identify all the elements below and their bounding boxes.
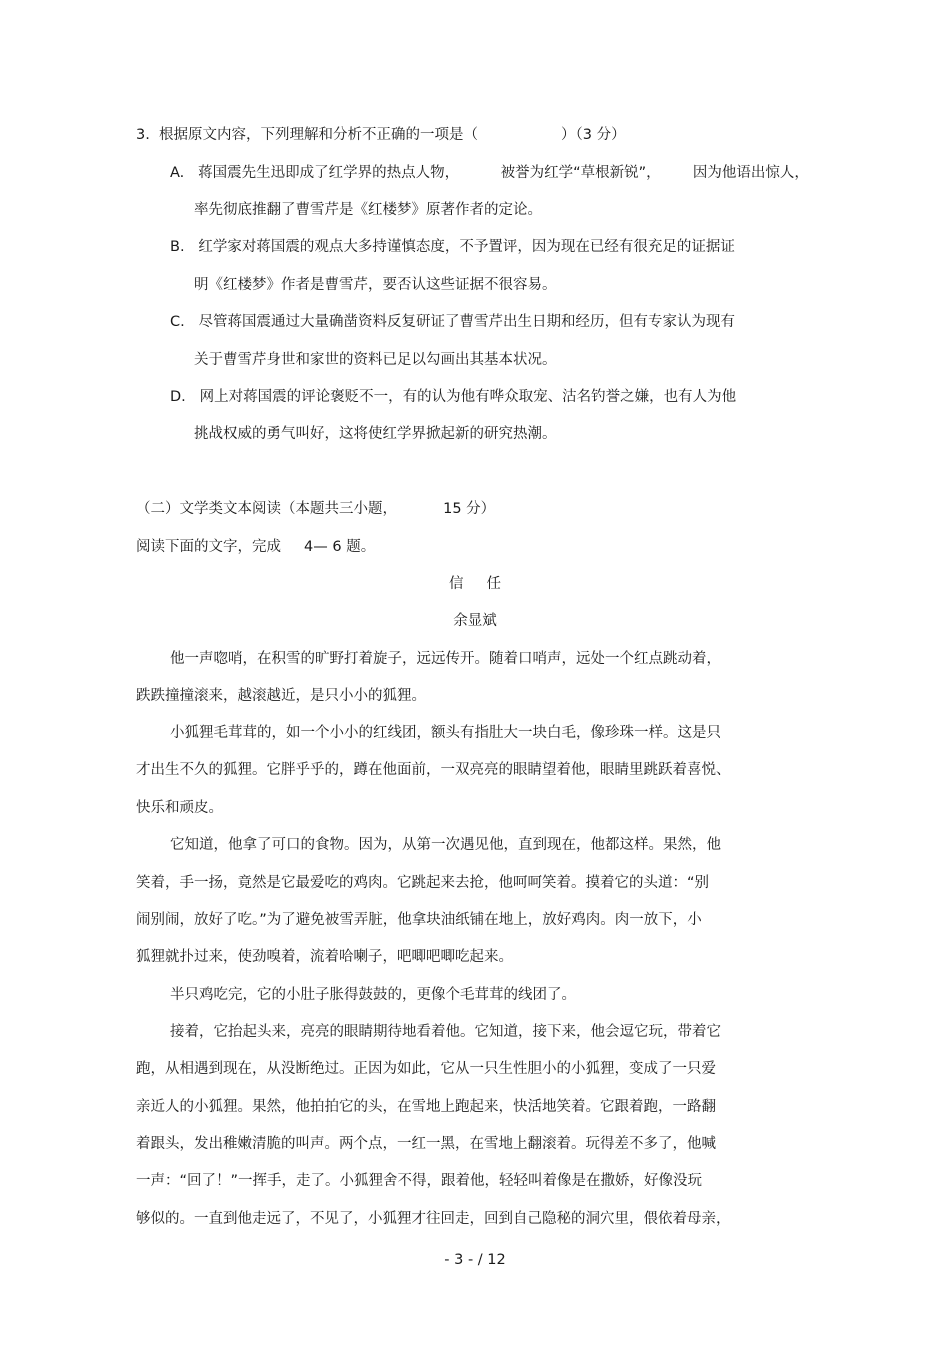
section-instruction: 阅读下面的文字，完成 4— 6 题。 [136, 539, 376, 555]
story-line: 够似的。一直到他走远了，不见了，小狐狸才往回走，回到自己隐秘的洞穴里，偎依着母亲， [136, 1211, 731, 1227]
option-a-line-1: A. 蒋国震先生迅即成了红学界的热点人物， 被誉为红学“草根新锐”， 因为他语出惊人， [170, 165, 809, 181]
story-line: 接着，它抬起头来，亮亮的眼睛期待地看着他。它知道，接下来，他会逗它玩，带着它 [170, 1024, 721, 1040]
story-line: 它知道，他拿了可口的食物。因为，从第一次遇见他，直到现在，他都这样。果然，他 [170, 837, 721, 853]
option-d-line-2: 挑战权威的勇气叫好，这将使红学界掀起新的研究热潮。 [194, 426, 557, 442]
story-author: 余显斌 [453, 613, 497, 629]
story-line: 闹别闹，放好了吃。”为了避免被雪弄脏，他拿块油纸铺在地上，放好鸡肉。肉一放下，小 [136, 912, 702, 928]
story-line: 跑，从相遇到现在，从没断绝过。正因为如此，它从一只生性胆小的小狐狸，变成了一只爱 [136, 1061, 716, 1077]
option-a-line-2: 率先彻底推翻了曹雪芹是《红楼梦》原著作者的定论。 [194, 202, 542, 218]
story-line: 笑着，手一扬，竟然是它最爱吃的鸡肉。它跳起来去抢，他呵呵笑着。摸着它的头道：“别 [136, 875, 710, 891]
story-line: 亲近人的小狐狸。果然，他拍拍它的头，在雪地上跑起来，快活地笑着。它跟着跑，一路翻 [136, 1099, 716, 1115]
story-line: 着跟头，发出稚嫩清脆的叫声。两个点，一红一黑，在雪地上翻滚着。玩得差不多了，他喊 [136, 1136, 716, 1152]
option-d-line-1: D. 网上对蒋国震的评论褒贬不一，有的认为他有哗众取宠、沽名钓誉之嫌，也有人为他 [170, 389, 737, 405]
story-line: 半只鸡吃完，它的小肚子胀得鼓鼓的，更像个毛茸茸的线团了。 [170, 987, 576, 1003]
story-line: 狐狸就扑过来，使劲嗅着，流着哈喇子，吧唧吧唧吃起来。 [136, 949, 513, 965]
story-line: 一声：“回了！”一挥手，走了。小狐狸舍不得，跟着他，轻轻叫着像是在撒娇，好像没玩 [136, 1173, 703, 1189]
option-c-line-1: C. 尽管蒋国震通过大量确凿资料反复研证了曹雪芹出生日期和经历，但有专家认为现有 [170, 314, 736, 330]
question-3-stem: 3. 根据原文内容，下列理解和分析不正确的一项是（ ）（3 分） [136, 127, 626, 143]
page-number: - 3 - / 12 [444, 1252, 506, 1268]
option-b-line-2: 明《红楼梦》作者是曹雪芹，要否认这些证据不很容易。 [194, 277, 557, 293]
option-b-line-1: B. 红学家对蒋国震的观点大多持谨慎态度，不予置评，因为现在已经有很充足的证据证 [170, 239, 735, 255]
story-line: 他一声唿哨，在积雪的旷野打着旋子，远远传开。随着口哨声，远处一个红点跳动着， [170, 651, 721, 667]
section-heading: （二）文学类文本阅读（本题共三小题， 15 分） [136, 501, 496, 517]
option-c-line-2: 关于曹雪芹身世和家世的资料已足以勾画出其基本状况。 [194, 352, 557, 368]
story-title: 信 任 [448, 576, 502, 592]
story-line: 小狐狸毛茸茸的，如一个小小的红线团，额头有指肚大一块白毛，像珍珠一样。这是只 [170, 725, 721, 741]
story-line: 跌跌撞撞滚来，越滚越近，是只小小的狐狸。 [136, 688, 426, 704]
story-line: 快乐和顽皮。 [136, 800, 223, 816]
story-line: 才出生不久的狐狸。它胖乎乎的，蹲在他面前，一双亮亮的眼睛望着他，眼睛里跳跃着喜悦、 [136, 762, 731, 778]
